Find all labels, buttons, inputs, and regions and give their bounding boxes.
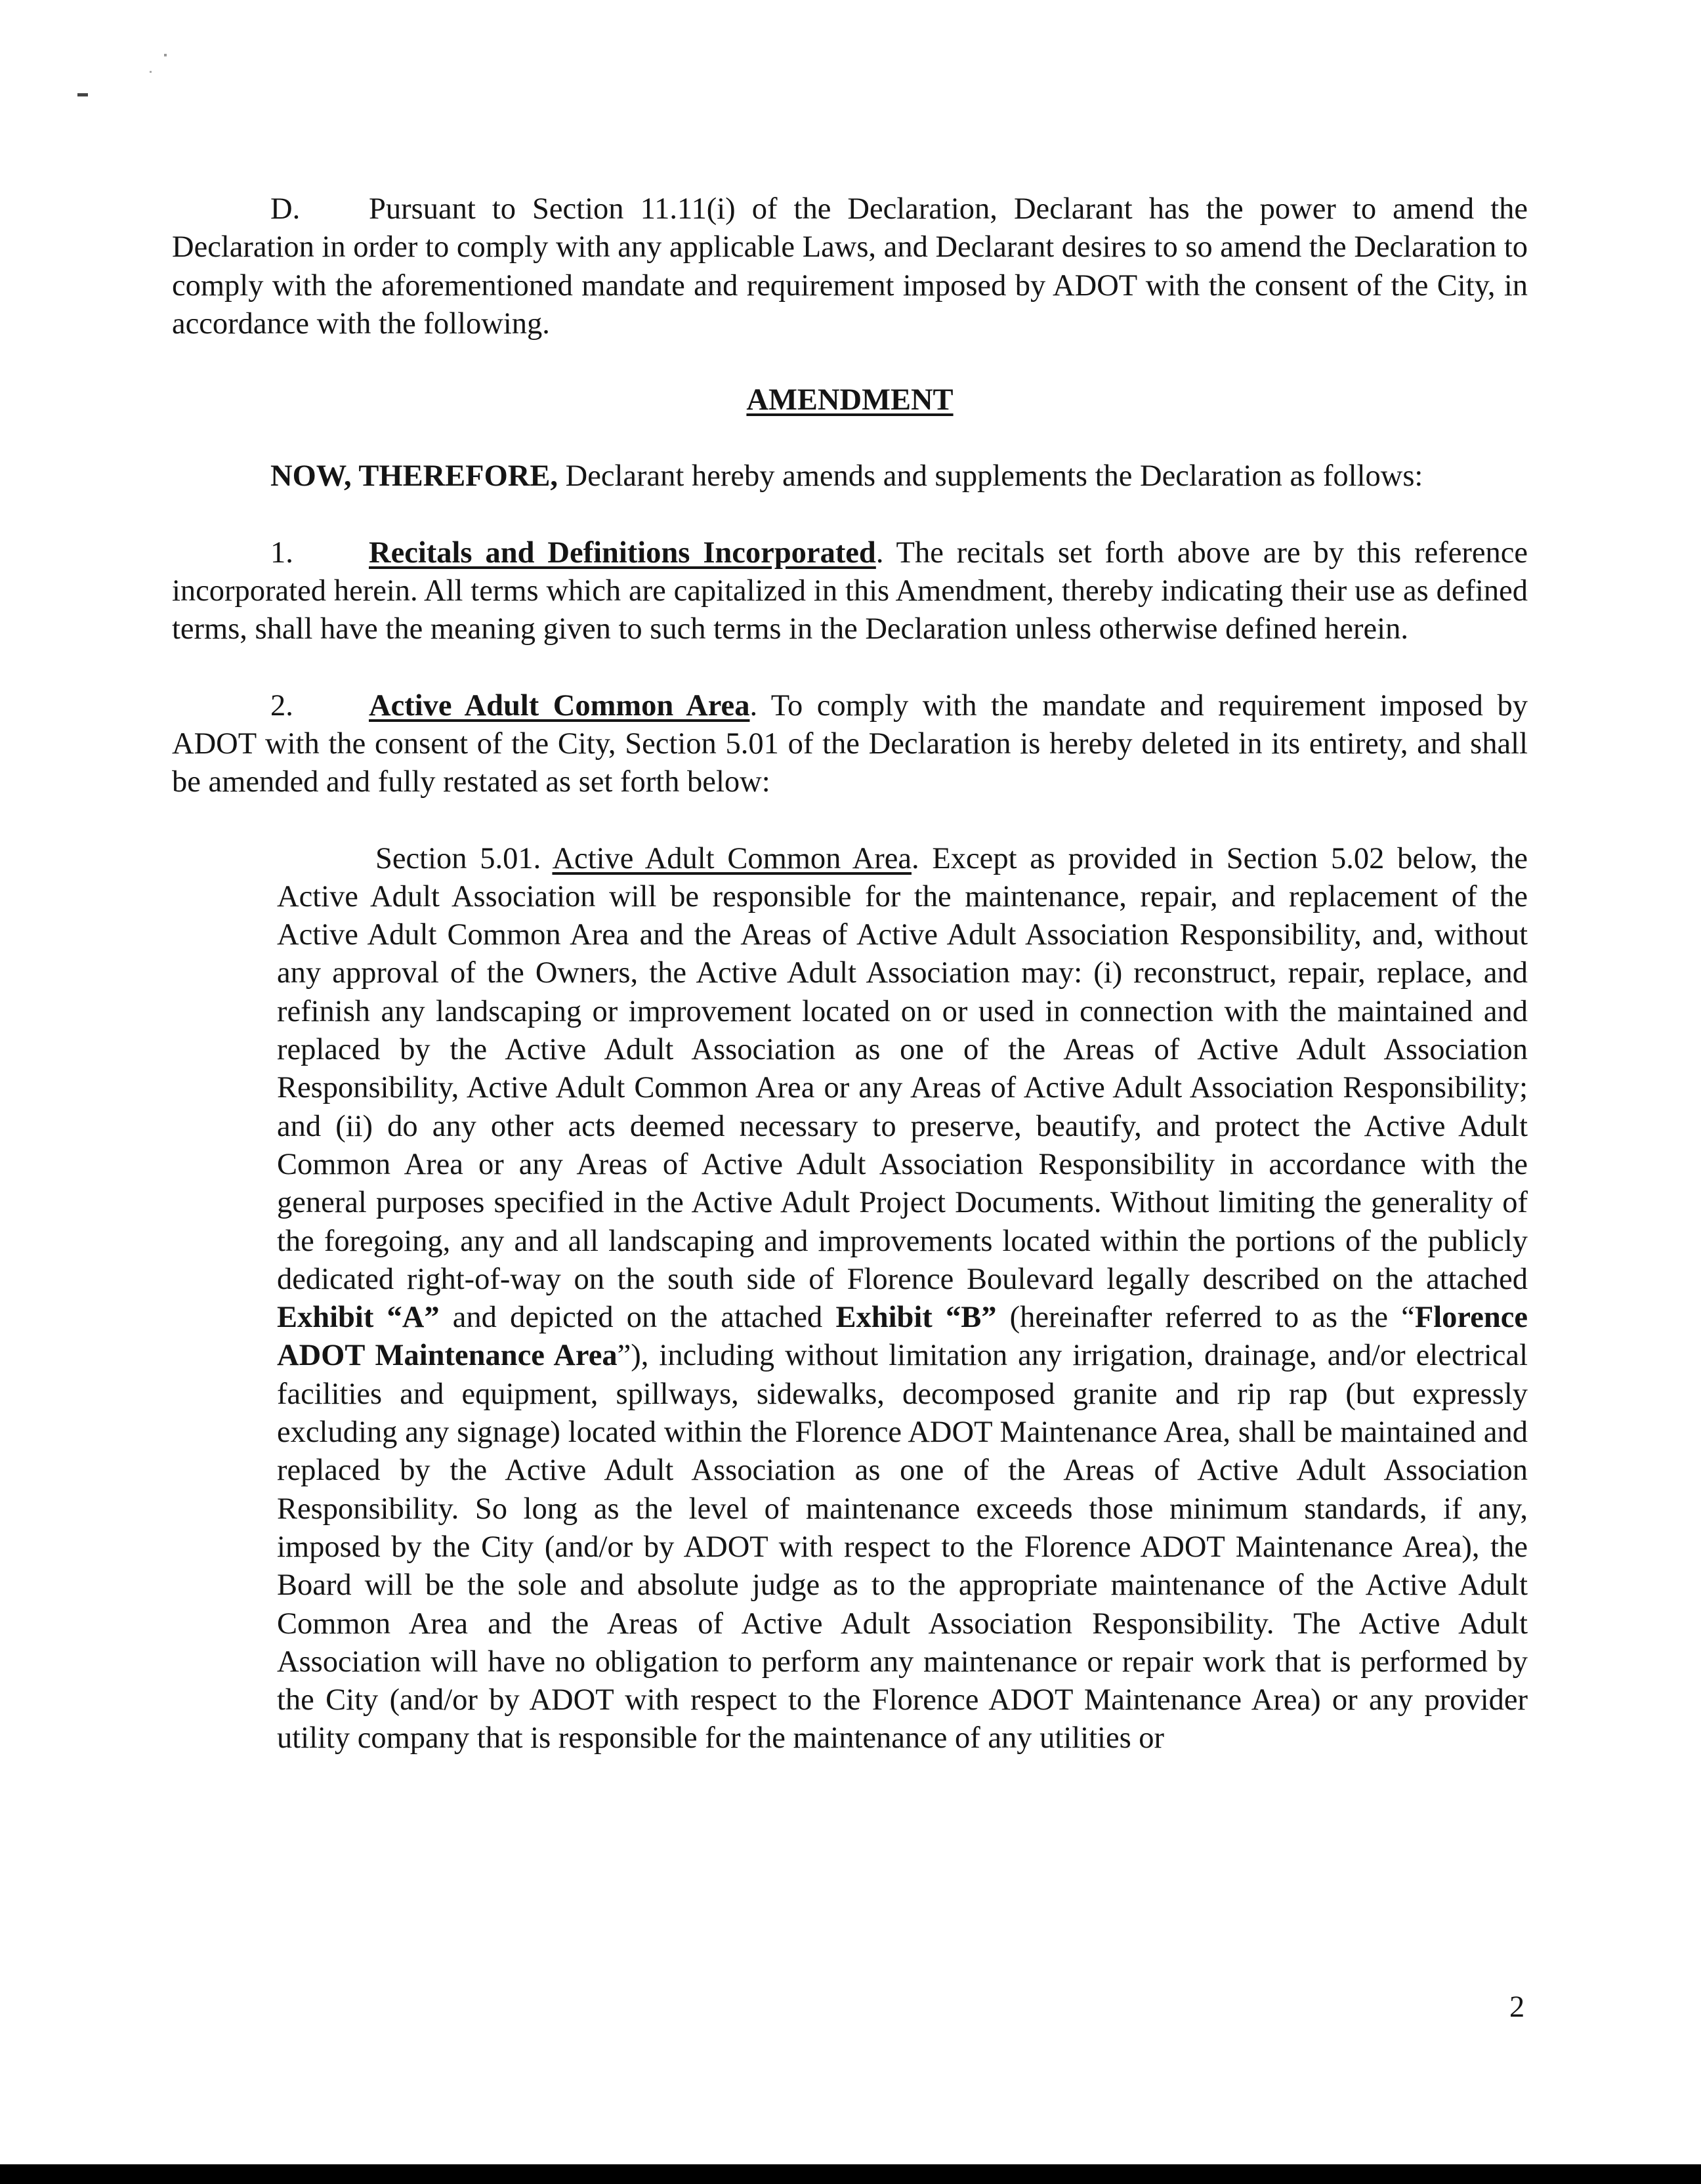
section-501-part2: and depicted on the attached [439, 1301, 836, 1335]
spacer [172, 496, 1528, 534]
now-therefore-text: Declarant hereby amends and supplements the Declaration as follows: [557, 459, 1423, 494]
section-1-text: . The recitals set forth above are by this reference incorporated herein. All terms which are capitalized in this Amendment, thereby indicating their use as defined terms, shall have the meaning given to such terms in the Declaration unless otherwise defined herein. [172, 536, 1528, 646]
page-number: 2 [1509, 1990, 1525, 2024]
exhibit-b-reference: Exhibit “B” [835, 1301, 997, 1335]
spacer [172, 343, 1528, 381]
section-2-text: . To comply with the mandate and requirement imposed by ADOT with the consent of the City, Section 5.01 of the Declaration is hereby deleted in its entirety, and shall be amended and fully restated as set forth below: [172, 688, 1528, 799]
now-therefore-paragraph [172, 457, 1528, 495]
scan-speck [150, 71, 152, 73]
section-1-number: 1. [270, 536, 293, 570]
scan-speck [164, 54, 167, 56]
section-501-part4: ”), including without limitation any irrigation, drainage, and/or electrical facilities and equipment, spillways, sidewalks, decomposed granite and rip rap (but expressly excluding any signage) located within the Florence ADOT Maintenance Area, shall be maintained and replaced by the Active Adult Association as one of the Areas of Active Adult Association Responsibility. So long as the level of maintenance exceeds those minimum standards, if any, imposed by the City (and/or by ADOT with respect to the Florence ADOT Maintenance Area), the Board will be the sole and absolute judge as to the appropriate maintenance of the Active Adult Common Area and the Areas of Active Adult Association Responsibility. The Active Adult Association will have no obligation to perform any maintenance or repair work that is performed by the City (and/or by ADOT with respect to the Florence ADOT Maintenance Area) or any provider utility company that is responsible for the maintenance of any utilities or [277, 1339, 1528, 1755]
exhibit-a-reference: Exhibit “A” [277, 1301, 440, 1335]
florence-adot-defined-term: Florence ADOT Maintenance Area [277, 1301, 1528, 1373]
now-therefore-lead: NOW, THEREFORE, [270, 459, 558, 494]
spacer [172, 802, 1528, 840]
section-1-paragraph [172, 534, 1528, 649]
recital-d-label: D. [270, 192, 301, 226]
amendment-heading: AMENDMENT [746, 383, 954, 417]
section-2-title: Active Adult Common Area [369, 688, 750, 723]
recital-d-paragraph [172, 190, 1528, 343]
section-501-block [277, 840, 1528, 1758]
section-501-part1: . Except as provided in Section 5.02 below, the Active Adult Association will be responsible for the maintenance, repair, and replacement of the Active Adult Common Area and the Areas of Active Adult Association Responsibility, and, without any approval of the Owners, the Active Adult Association may: (i) reconstruct, repair, replace, and refinish any landscaping or improvement located on or used in connection with the maintained and replaced by the Active Adult Association as one of the Areas of Active Adult Association Responsibility, Active Adult Common Area or any Areas of Active Adult Association Responsibility; and (ii) do any other acts deemed necessary to preserve, beautify, and protect the Active Adult Common Area or any Areas of Active Adult Association Responsibility in accordance with the general purposes specified in the Active Adult Project Documents. Without limiting the generality of the foregoing, any and all landscaping and improvements located within the portions of the publicly dedicated right-of-way on the south side of Florence Boulevard legally described on the attached [277, 841, 1528, 1296]
scan-speck [77, 93, 88, 96]
document-body [172, 190, 1528, 1758]
section-501-label: Section 5.01. [375, 841, 553, 875]
scan-bottom-border [0, 2164, 1701, 2184]
section-2-number: 2. [270, 688, 293, 723]
section-2-paragraph [172, 687, 1528, 802]
section-1-title: Recitals and Definitions Incorporated [369, 536, 876, 570]
recital-d-text: Pursuant to Section 11.11(i) of the Declaration, Declarant has the power to amend the Declaration in order to comply with any applicable Laws, and Declarant desires to so amend the Declaration to comply with the aforementioned mandate and requirement imposed by ADOT with the consent of the City, in accordance with the following. [172, 192, 1528, 341]
section-501-title: Active Adult Common Area [552, 841, 912, 875]
spacer [172, 419, 1528, 457]
spacer [172, 649, 1528, 687]
section-501-part3: (hereinafter referred to as the “ [996, 1301, 1415, 1335]
